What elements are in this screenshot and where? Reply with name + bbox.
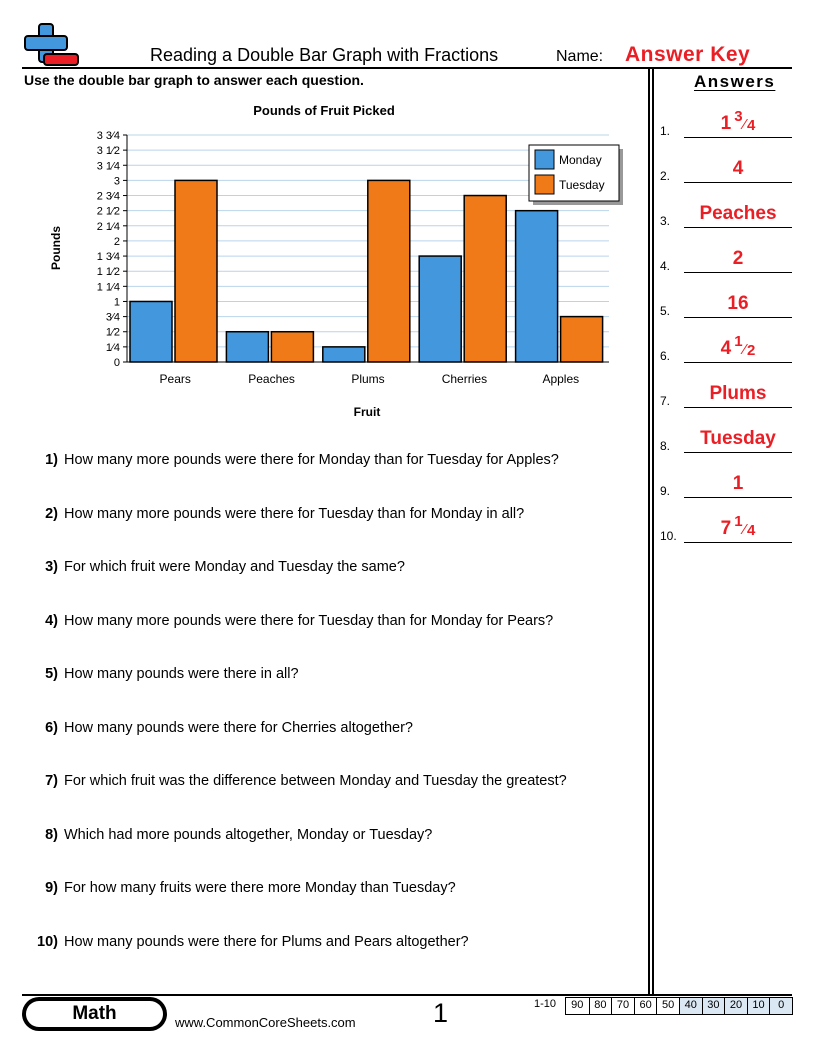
y-tick-label: 1 1⁄2 bbox=[96, 266, 120, 279]
answer-fraction-numerator: 1 bbox=[734, 333, 743, 350]
score-cell: 0 bbox=[769, 998, 792, 1014]
answer-line bbox=[684, 407, 792, 408]
answer-number: 9. bbox=[660, 484, 671, 498]
subject-label: Math bbox=[26, 1001, 163, 1027]
answer-value bbox=[684, 473, 792, 495]
question-number: 1) bbox=[45, 452, 58, 468]
y-tick-label: 1⁄2 bbox=[105, 326, 120, 339]
answer-number: 5. bbox=[660, 304, 671, 318]
answer-row bbox=[660, 198, 792, 228]
question-item bbox=[24, 613, 553, 629]
answer-whole: 4 bbox=[732, 158, 744, 179]
bar-tuesday-cherries bbox=[464, 196, 506, 362]
y-tick-label: 3 1⁄2 bbox=[96, 145, 120, 158]
answer-line bbox=[684, 542, 792, 543]
answer-column-divider bbox=[648, 67, 650, 994]
question-item bbox=[24, 506, 524, 522]
answer-value bbox=[684, 248, 792, 270]
y-axis-ticks bbox=[97, 130, 127, 369]
answer-fraction-denominator: 2 bbox=[747, 342, 756, 359]
x-axis-categories bbox=[160, 372, 580, 386]
answer-line bbox=[684, 452, 792, 453]
score-cell: 30 bbox=[702, 998, 725, 1014]
answers-heading: Answers bbox=[694, 72, 776, 91]
answer-whole: 7 bbox=[720, 518, 732, 539]
footer-divider bbox=[22, 994, 792, 996]
question-item bbox=[24, 880, 456, 896]
score-cell: 50 bbox=[656, 998, 679, 1014]
x-category-label: Peaches bbox=[248, 372, 295, 386]
x-axis-label: Fruit bbox=[353, 405, 381, 419]
answer-whole: 4 bbox=[720, 338, 732, 359]
answer-whole: Plums bbox=[709, 383, 767, 404]
question-text: How many pounds were there for Plums and Pears altogether? bbox=[64, 933, 469, 950]
answer-fraction-slash: ⁄ bbox=[743, 341, 747, 358]
answer-value bbox=[684, 333, 792, 360]
answer-value bbox=[684, 428, 792, 450]
subject-badge bbox=[22, 997, 167, 1031]
score-range-label: 1-10 bbox=[534, 998, 557, 1010]
score-cell: 80 bbox=[589, 998, 612, 1014]
answer-line bbox=[684, 497, 792, 498]
answer-key-label: Answer Key bbox=[625, 43, 751, 66]
answer-line bbox=[684, 137, 792, 138]
answer-row bbox=[660, 423, 792, 453]
answer-whole: 16 bbox=[727, 293, 749, 314]
question-item bbox=[24, 666, 299, 682]
legend-label-tuesday: Tuesday bbox=[559, 178, 605, 192]
question-text: For which fruit was the difference between Monday and Tuesday the greatest? bbox=[64, 773, 567, 789]
question-text: For which fruit were Monday and Tuesday the same? bbox=[64, 559, 405, 575]
bar-monday-pears bbox=[130, 301, 172, 362]
bar-tuesday-plums bbox=[368, 180, 410, 362]
answer-row bbox=[660, 288, 792, 318]
question-number: 5) bbox=[45, 666, 58, 682]
answer-whole: 1 bbox=[732, 473, 744, 494]
answer-row bbox=[660, 333, 792, 363]
answer-value bbox=[684, 513, 792, 540]
answer-value bbox=[684, 293, 792, 315]
question-text: For how many fruits were there more Monday than Tuesday? bbox=[64, 880, 456, 896]
y-tick-label: 2 bbox=[113, 235, 120, 248]
score-cell: 70 bbox=[611, 998, 634, 1014]
answer-row bbox=[660, 468, 792, 498]
answer-whole: 2 bbox=[732, 248, 744, 269]
answer-whole: 1 bbox=[720, 113, 732, 134]
answer-number: 3. bbox=[660, 214, 671, 228]
answer-line bbox=[684, 182, 792, 183]
question-item bbox=[24, 452, 559, 468]
score-cell: 20 bbox=[724, 998, 747, 1014]
y-tick-label: 1 3⁄4 bbox=[96, 251, 120, 264]
answer-number: 10. bbox=[660, 529, 677, 543]
answer-value bbox=[684, 158, 792, 180]
answer-number: 4. bbox=[660, 259, 671, 273]
bar-monday-plums bbox=[323, 347, 365, 362]
answer-number: 2. bbox=[660, 169, 671, 183]
website-link[interactable]: www.CommonCoreSheets.com bbox=[175, 1015, 356, 1030]
y-tick-label: 1 1⁄4 bbox=[96, 281, 120, 294]
answer-line bbox=[684, 272, 792, 273]
answer-value bbox=[684, 383, 792, 405]
question-number: 10) bbox=[37, 933, 58, 950]
bar-monday-apples bbox=[516, 211, 558, 362]
answer-fraction-denominator: 4 bbox=[747, 117, 756, 134]
answer-row bbox=[660, 513, 792, 543]
question-number: 8) bbox=[45, 826, 58, 843]
y-tick-label: 3 1⁄4 bbox=[96, 160, 120, 173]
legend-swatch-monday bbox=[535, 150, 554, 169]
answer-line bbox=[684, 227, 792, 228]
answer-column-divider bbox=[652, 67, 654, 994]
score-cell: 60 bbox=[634, 998, 657, 1014]
y-tick-label: 1 bbox=[113, 296, 120, 309]
bar-tuesday-apples bbox=[561, 317, 603, 362]
y-tick-label: 2 3⁄4 bbox=[96, 190, 120, 203]
answer-line bbox=[684, 317, 792, 318]
y-tick-label: 3 3⁄4 bbox=[96, 130, 120, 142]
answer-row bbox=[660, 243, 792, 273]
question-number: 2) bbox=[45, 505, 58, 522]
bar-tuesday-peaches bbox=[271, 332, 313, 362]
answer-row bbox=[660, 378, 792, 408]
answer-fraction-numerator: 1 bbox=[734, 513, 743, 530]
chart-legend bbox=[529, 145, 623, 205]
instructions: Use the double bar graph to answer each question. bbox=[24, 72, 364, 88]
question-item bbox=[24, 559, 405, 575]
answer-fraction-numerator: 3 bbox=[734, 108, 743, 125]
question-item bbox=[24, 773, 567, 789]
question-number: 9) bbox=[45, 880, 58, 896]
legend-label-monday: Monday bbox=[559, 153, 602, 167]
x-category-label: Apples bbox=[542, 372, 580, 386]
answer-number: 7. bbox=[660, 394, 671, 408]
answer-number: 8. bbox=[660, 439, 671, 453]
y-tick-label: 2 1⁄2 bbox=[96, 205, 120, 218]
answer-whole: Peaches bbox=[699, 203, 777, 224]
question-text: Which had more pounds altogether, Monday or Tuesday? bbox=[64, 826, 433, 843]
legend-swatch-tuesday bbox=[535, 175, 554, 194]
question-item bbox=[24, 934, 469, 950]
question-text: How many pounds were there for Cherries altogether? bbox=[64, 719, 413, 736]
question-text: How many more pounds were there for Monday than for Tuesday for Apples? bbox=[64, 452, 559, 468]
answer-row bbox=[660, 153, 792, 183]
answer-value bbox=[684, 203, 792, 225]
chart-title: Pounds of Fruit Picked bbox=[253, 103, 395, 118]
question-item bbox=[24, 827, 432, 843]
score-cell: 10 bbox=[747, 998, 770, 1014]
bar-monday-cherries bbox=[419, 256, 461, 362]
answer-number: 1. bbox=[660, 124, 671, 138]
y-tick-label: 3⁄4 bbox=[105, 311, 120, 324]
question-number: 3) bbox=[45, 559, 58, 575]
question-item bbox=[24, 720, 413, 736]
answer-fraction-slash: ⁄ bbox=[743, 521, 747, 538]
x-category-label: Cherries bbox=[441, 372, 488, 386]
answer-fraction-denominator: 4 bbox=[747, 522, 756, 539]
page-number: 1 bbox=[433, 998, 449, 1028]
answer-number: 6. bbox=[660, 349, 671, 363]
answer-line bbox=[684, 362, 792, 363]
answer-value bbox=[684, 108, 792, 135]
score-cell: 90 bbox=[571, 999, 584, 1011]
answer-whole: Tuesday bbox=[700, 428, 776, 449]
y-tick-label: 0 bbox=[113, 357, 120, 369]
x-category-label: Plums bbox=[351, 372, 385, 386]
question-number: 4) bbox=[45, 612, 58, 629]
y-tick-label: 1⁄4 bbox=[105, 341, 120, 354]
answer-row bbox=[660, 108, 792, 138]
score-cell: 40 bbox=[679, 998, 702, 1014]
x-category-label: Pears bbox=[159, 372, 191, 386]
bar-monday-peaches bbox=[226, 332, 268, 362]
question-number: 6) bbox=[45, 719, 58, 736]
answer-fraction-slash: ⁄ bbox=[743, 116, 747, 133]
double-bar-chart bbox=[0, 0, 640, 430]
question-text: How many pounds were there in all? bbox=[64, 666, 299, 682]
name-label: Name: bbox=[556, 48, 604, 65]
y-axis-label: Pounds bbox=[49, 226, 63, 270]
worksheet-title: Reading a Double Bar Graph with Fractions bbox=[150, 45, 499, 65]
y-tick-label: 2 1⁄4 bbox=[96, 220, 120, 233]
y-tick-label: 3 bbox=[113, 175, 120, 188]
bar-tuesday-pears bbox=[175, 180, 217, 362]
question-number: 7) bbox=[45, 773, 58, 789]
question-text: How many more pounds were there for Tuesday than for Monday for Pears? bbox=[64, 612, 554, 629]
score-table bbox=[565, 997, 793, 1015]
question-text: How many more pounds were there for Tuesday than for Monday in all? bbox=[64, 505, 525, 522]
